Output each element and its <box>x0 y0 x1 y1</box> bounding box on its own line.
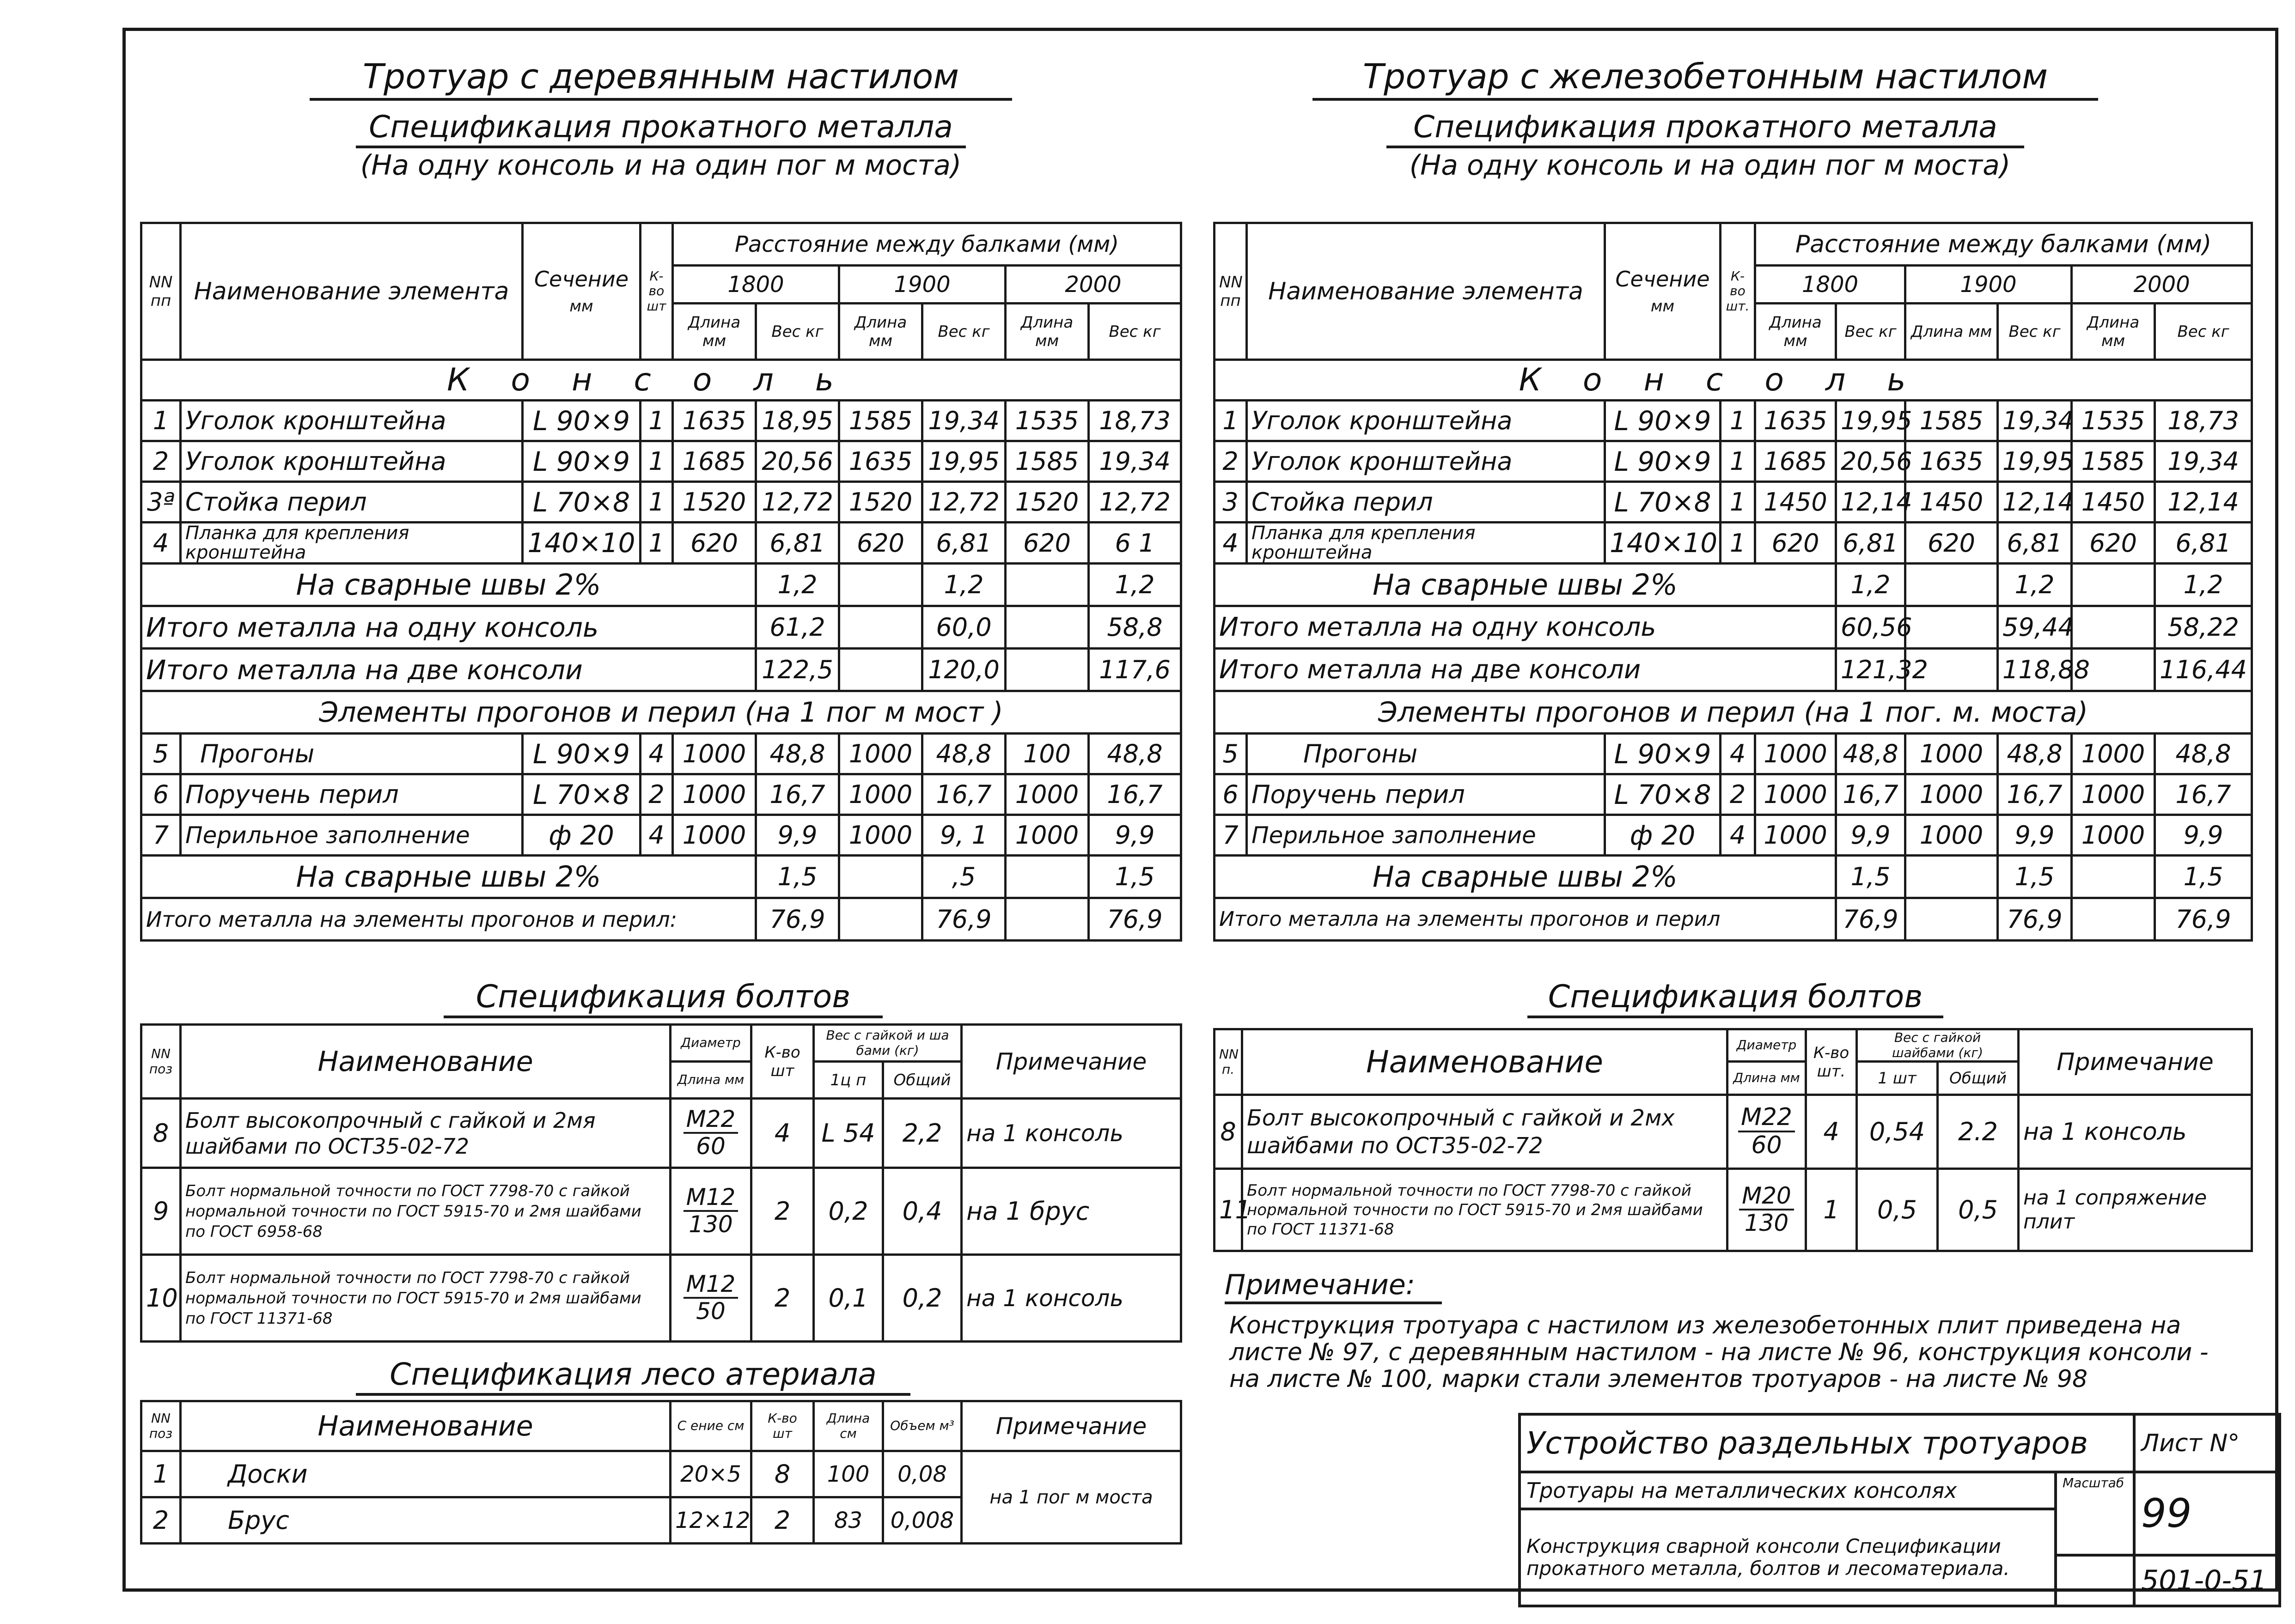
col-note: Примечание <box>962 1025 1181 1099</box>
span-1900: 1900 <box>839 266 1006 304</box>
table-row: 7 Перильное заполнение ф 20 4 1000 9,9 1000 9,9 1000 9,9 <box>1215 815 2252 856</box>
table-row: 10 Болт нормальной точности по ГОСТ 7798-70 с гайкой нормальной точности по ГОСТ 5915-70 и 2мя шайбами по ГОСТ 11371-68 $\frac{М12}{50}$ 2 0,1 0,2 на 1 консоль <box>141 1255 1181 1342</box>
group-console: Консоль <box>1215 360 2252 401</box>
total-row: Итого металла на две консоли 122,5 120,0 117,6 <box>141 649 1181 691</box>
total-row: Итого металла на одну консоль 61,2 60,0 58,8 <box>141 606 1181 649</box>
table-row: 11 Болт нормальной точности по ГОСТ 7798-70 с гайкой нормальной точности по ГОСТ 5915-70 и 2мя шайбами по ГОСТ 11371-68 $\frac{М20}{130}$ 1 0,5 0,5 на 1 сопряжение плит <box>1215 1169 2252 1251</box>
col-name: Наименование <box>181 1401 671 1451</box>
col-diameter: Диаметр <box>1727 1029 1806 1062</box>
span-2000: 2000 <box>1006 266 1181 304</box>
sheet-label: Лист N° <box>2134 1414 2280 1472</box>
col-name: Наименование элемента <box>181 223 523 360</box>
welds-row: На сварные швы 2% 1,2 1,2 1,2 <box>141 564 1181 606</box>
span-2000: 2000 <box>2072 266 2252 304</box>
col-weight: Вес кг <box>1089 304 1181 360</box>
table-row: 2 Уголок кронштейна L 90×9 1 1685 20,56 1635 19,95 1585 19,34 <box>1215 441 2252 482</box>
col-length: Длина мм <box>1727 1062 1806 1095</box>
left-title: Тротуар с деревянным настилом <box>310 55 1012 101</box>
col-length: Длина мм <box>839 304 922 360</box>
table-row: 3ª Стойка перил L 70×8 1 1520 12,72 1520 12,72 1520 12,72 <box>141 482 1181 523</box>
col-weight: Вес с гайкой и ша бами (кг) <box>814 1025 962 1062</box>
col-qty: К-во шт. <box>1721 223 1755 360</box>
left-timber-title: Спецификация лесо атериала <box>356 1356 910 1396</box>
col-weight: Вес кг <box>756 304 839 360</box>
left-bolts-table: NN поз Наименование Диаметр К-во шт Вес с гайкой и ша бами (кг) Примечание Длина мм 1ц п Общий 8 Болт высокопрочный с гайкой и 2мя шайбами по ОСТ35-02-72 $\frac{М22}{60}$ 4 L 54 2,2 на 1 консоль 9 Болт нормальной точности по ГОСТ 7798-70 с гайкой нормальной точности по ГОСТ 5915-70 и 2мя шайбами по ГОСТ 6958-68 $\frac{М12}{130}$ 2 0,2 0,4 на 1 брус 10 Болт нормальной точности по ГОСТ 7798-70 с гайкой нормальной точности по ГОСТ 5915-70 и 2мя шайбами по ГОСТ 11371-68 $\frac{М12}{50}$ 2 0,1 0,2 на 1 консоль <box>140 1023 1182 1343</box>
table-row: 2 Уголок кронштейна L 90×9 1 1685 20,56 1635 19,95 1585 19,34 <box>141 441 1181 482</box>
left-subtitle: Спецификация прокатного металла <box>356 109 966 148</box>
table-row: 5 Прогоны L 90×9 4 1000 48,8 1000 48,8 100 48,8 <box>141 734 1181 774</box>
col-qty: К-во шт. <box>1806 1029 1857 1095</box>
col-length: Длина мм <box>673 304 756 360</box>
span-1800: 1800 <box>673 266 839 304</box>
stamp-line1: Тротуары на металлических консолях <box>1520 1472 2056 1509</box>
right-bolts-table: NN п. Наименование Диаметр К-во шт. Вес с гайкой шайбами (кг) Примечание Длина мм 1 шт Общий 8 Болт высокопрочный с гайкой и 2мх шайбами по ОСТ35-02-72 $\frac{М22}{60}$ 4 0,54 2.2 на 1 консоль 11 Болт нормальной точности по ГОСТ 7798-70 с гайкой нормальной точности по ГОСТ 5915-70 и 2мя шайбами по ГОСТ 11371-68 $\frac{М20}{130}$ 1 0,5 0,5 на 1 сопряжение плит <box>1213 1028 2253 1252</box>
group-runs: Элементы прогонов и перил (на 1 пог м мост ) <box>141 691 1181 734</box>
col-weight: Вес с гайкой шайбами (кг) <box>1857 1029 2019 1062</box>
table-row: 1 Уголок кронштейна L 90×9 1 1635 18,95 1585 19,34 1535 18,73 <box>141 401 1181 441</box>
col-length: Длина мм <box>1755 304 1836 360</box>
total-row: Итого металла на одну консоль 60,56 59,44 58,22 <box>1215 606 2252 649</box>
col-weight: Вес кг <box>2155 304 2252 360</box>
stamp-line2: Конструкция сварной консоли Спецификации прокатного металла, болтов и лесоматериала. <box>1520 1509 2056 1606</box>
right-bolts-title: Спецификация болтов <box>1527 979 1943 1018</box>
title-block <box>1518 1413 2281 1607</box>
right-metal-spec-table <box>1213 222 2253 942</box>
col-length: Длина мм <box>1905 304 1998 360</box>
col-volume: Объем м³ <box>883 1401 962 1451</box>
col-section: С ение см <box>671 1401 751 1451</box>
total-row: Итого металла на элементы прогонов и перил 76,9 76,9 76,9 <box>1215 898 2252 941</box>
col-length: Длина мм <box>671 1062 751 1099</box>
right-subtitle: Спецификация прокатного металла <box>1386 109 2024 148</box>
welds-row: На сварные швы 2% 1,2 1,2 1,2 <box>1215 564 2252 606</box>
table-row: 1 Уголок кронштейна L 90×9 1 1635 19,95 1585 19,34 1535 18,73 <box>1215 401 2252 441</box>
col-section: Сечение мм <box>523 223 641 360</box>
col-qty: К-во шт <box>751 1025 814 1099</box>
total-row: Итого металла на две консоли 121,32 118,88 116,44 <box>1215 649 2252 691</box>
span-1900: 1900 <box>1905 266 2072 304</box>
table-row: 7 Перильное заполнение ф 20 4 1000 9,9 1000 9, 1 1000 9,9 <box>141 815 1181 856</box>
table-row: 5 Прогоны L 90×9 4 1000 48,8 1000 48,8 1000 48,8 <box>1215 734 2252 774</box>
table-row: 6 Поручень перил L 70×8 2 1000 16,7 1000 16,7 1000 16,7 <box>1215 774 2252 815</box>
col-section: Сечение мм <box>1605 223 1721 360</box>
col-length: Длина мм <box>1006 304 1089 360</box>
total-row: Итого металла на элементы прогонов и перил: 76,9 76,9 76,9 <box>141 898 1181 941</box>
col-nn: NN поз <box>141 1401 181 1451</box>
col-distance: Расстояние между балками (мм) <box>673 223 1181 266</box>
span-1800: 1800 <box>1755 266 1905 304</box>
table-row: 8 Болт высокопрочный с гайкой и 2мя шайбами по ОСТ35-02-72 $\frac{М22}{60}$ 4 L 54 2,2 на 1 консоль <box>141 1099 1181 1168</box>
col-qty: К-во шт <box>751 1401 814 1451</box>
table-row: 8 Болт высокопрочный с гайкой и 2мх шайбами по ОСТ35-02-72 $\frac{М22}{60}$ 4 0,54 2.2 на 1 консоль <box>1215 1095 2252 1169</box>
col-weight: Вес кг <box>1836 304 1905 360</box>
left-metal-spec-table <box>140 222 1182 942</box>
col-nn: NN пп <box>1215 223 1247 360</box>
welds-row: На сварные швы 2% 1,5 1,5 1,5 <box>1215 856 2252 898</box>
col-name: Наименование <box>181 1025 671 1099</box>
col-distance: Расстояние между балками (мм) <box>1755 223 2252 266</box>
right-title: Тротуар с железобетонным настилом <box>1312 55 2098 101</box>
col-length: Длина мм <box>2072 304 2155 360</box>
table-row: 6 Поручень перил L 70×8 2 1000 16,7 1000 16,7 1000 16,7 <box>141 774 1181 815</box>
table-row: 4 Планка для крепления кронштейна 140×10 1 620 6,81 620 6,81 620 6 1 <box>141 523 1181 564</box>
table-row: 1 Доски 20×5 8 100 0,08 на 1 пог м моста <box>141 1451 1181 1497</box>
welds-row: На сварные швы 2% 1,5 ,5 1,5 <box>141 856 1181 898</box>
table-row: 4 Планка для крепления кронштейна 140×10 1 620 6,81 620 6,81 620 6,81 <box>1215 523 2252 564</box>
col-nn: NN поз <box>141 1025 181 1099</box>
group-runs: Элементы прогонов и перил (на 1 пог. м. моста) <box>1215 691 2252 734</box>
col-nn: NN пп <box>141 223 181 360</box>
stamp-title: Устройство раздельных тротуаров <box>1520 1414 2134 1472</box>
table-row: 3 Стойка перил L 70×8 1 1450 12,14 1450 12,14 1450 12,14 <box>1215 482 2252 523</box>
col-note: Примечание <box>2019 1029 2252 1095</box>
remark-label: Примечание: <box>1225 1268 1442 1304</box>
col-qty: К-во шт <box>641 223 673 360</box>
col-length: Длина см <box>814 1401 883 1451</box>
col-weight: Вес кг <box>922 304 1006 360</box>
left-bolts-title: Спецификация болтов <box>444 979 883 1018</box>
col-name: Наименование <box>1242 1029 1727 1095</box>
table-row: 2 Брус 12×12 2 83 0,008 <box>141 1497 1181 1544</box>
right-caption: (На одну консоль и на один пог м моста) <box>1409 149 2011 182</box>
col-diameter: Диаметр <box>671 1025 751 1062</box>
table-row: 9 Болт нормальной точности по ГОСТ 7798-70 с гайкой нормальной точности по ГОСТ 5915-70 и 2мя шайбами по ГОСТ 6958-68 $\frac{М12}{130}$ 2 0,2 0,4 на 1 брус <box>141 1168 1181 1255</box>
left-timber-table <box>140 1400 1182 1545</box>
col-nn: NN п. <box>1215 1029 1242 1095</box>
left-caption: (На одну консоль и на один пог м моста) <box>360 149 962 182</box>
group-console: Консоль <box>141 360 1181 401</box>
drawing-code: 501-0-51 <box>2134 1555 2280 1606</box>
col-name: Наименование элемента <box>1247 223 1605 360</box>
sheet-number: 99 <box>2134 1472 2280 1555</box>
remark-text: Конструкция тротуара с настилом из железобетонных плит приведена на листе № 97, с деревянным настилом - на листе № 96, конструкция консоли - на листе № 100, марки стали элементов тротуаров - на листе № 98 <box>1229 1312 2209 1393</box>
scale-label: Масштаб <box>2056 1472 2134 1555</box>
col-weight: Вес кг <box>1998 304 2072 360</box>
col-note: Примечание <box>962 1401 1181 1451</box>
